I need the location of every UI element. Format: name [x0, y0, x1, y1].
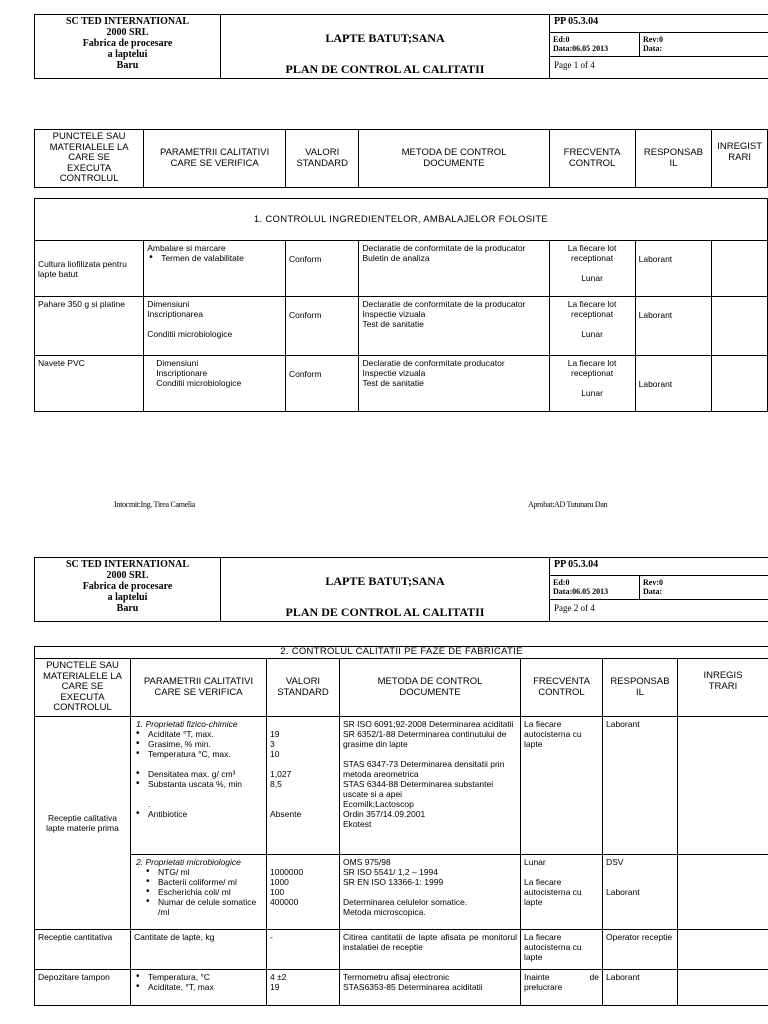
- method-cell: Declaratie de conformitate de la producator Buletin de analiza: [359, 241, 549, 297]
- col-punctele: PUNCTELE SAU MATERIALELE LA CARE SE EXECUTA CONTROLUL: [35, 130, 144, 188]
- revision-info: [640, 33, 768, 57]
- freq-cell: La fiecare lot receptionat Lunar: [549, 356, 635, 412]
- method-cell: Citirea cantitatii de lapte afisata pe monitorul instalatiei de receptie: [340, 930, 521, 970]
- prepared-by: Intocmit:Ing. Tirea Camelia: [114, 500, 195, 509]
- edition-info: [550, 33, 640, 57]
- item-cell: Cultura liofilizata pentru lapte batut: [35, 241, 144, 297]
- records-cell: [712, 356, 768, 412]
- freq-cell: La fiecare autocisterna cu lapte: [521, 930, 603, 970]
- revision-date: Data:: [643, 44, 663, 53]
- table-row: [35, 241, 768, 297]
- company-line: 2000 SRL: [106, 27, 149, 38]
- item-cell: Pahare 350 g si platine: [35, 297, 144, 356]
- params-cell: 1. Proprietati fizico-chimice • Aciditate °T, max. • Grasime, % min. • Temperatura °C, max. • Densitatea max. g/ cm³ • Substanta uscata %, min . • Antibiotice: [131, 717, 267, 855]
- item-cell: Depozitare tampon: [35, 970, 131, 1006]
- revision: Rev:0: [643, 578, 663, 587]
- page1-column-header: [34, 129, 768, 188]
- method-cell: OMS 975/98 SR ISO 5541/ 1,2 – 1994 SR EN ISO 13366-1: 1999 Determinarea celulelor somatice. Metoda microscopica.: [340, 855, 521, 930]
- doc-code: PP 05.3.04: [550, 558, 768, 576]
- revision: Rev:0: [643, 35, 663, 44]
- edition: Ed:0: [553, 578, 570, 587]
- col-valori: VALORI STANDARD: [285, 130, 359, 188]
- records-cell: [678, 970, 768, 1006]
- method-cell: Declaratie de conformitate producator Inspectie vizuala Test de sanitatie: [359, 356, 549, 412]
- records-cell: [678, 717, 768, 855]
- document-title: PLAN DE CONTROL AL CALITATII: [285, 605, 485, 619]
- values-cell: 1000000 1000 100 400000: [267, 855, 340, 930]
- doc-code: PP 05.3.04: [550, 15, 768, 33]
- edition-info: [550, 576, 640, 600]
- product-title: LAPTE BATUT;SANA: [325, 31, 445, 45]
- company-block: [35, 558, 221, 622]
- company-line: Baru: [116, 603, 139, 614]
- section1-title: 1. CONTROLUL INGREDIENTELOR, AMBALAJELOR FOLOSITE: [35, 199, 768, 241]
- edition-date: Data:06.05 2013: [553, 587, 609, 596]
- freq-cell: Lunar La fiecare autocisterna cu lapte: [521, 855, 603, 930]
- col-valori: VALORI STANDARD: [267, 659, 340, 717]
- col-parametrii: PARAMETRII CALITATIVI CARE SE VERIFICA: [131, 659, 267, 717]
- table-row: [35, 855, 768, 930]
- item-cell: Receptie cantitativa: [35, 930, 131, 970]
- approved-by: Aprobat:AD Tutunaru Dan: [528, 500, 608, 509]
- value-cell: -: [267, 930, 340, 970]
- params-cell: Ambalare si marcare • Termen de valabilitate: [144, 241, 286, 297]
- col-frecventa: FRECVENTA CONTROL: [521, 659, 603, 717]
- section1-table: [34, 198, 768, 412]
- col-inregistrari: INREGIS TRARI: [678, 659, 768, 717]
- edition: Ed:0: [553, 35, 570, 44]
- company-line: SC TED INTERNATIONAL: [66, 16, 189, 27]
- values-cell: 19 3 10 1,027 8,5 Absente: [267, 717, 340, 855]
- value-cell: Conform: [285, 241, 359, 297]
- freq-cell: Inainte de prelucrare: [521, 970, 603, 1006]
- company-line: SC TED INTERNATIONAL: [66, 559, 189, 570]
- section2-table: [34, 646, 768, 1006]
- resp-cell: Laborant: [635, 241, 712, 297]
- table-row: [35, 717, 768, 855]
- params-cell: 2. Proprietati microbiologice • NTG/ ml • Bacterii coliforme/ ml • Escherichia coli/ ml • Numar de celule somatice /ml: [131, 855, 267, 930]
- col-parametrii: PARAMETRII CALITATIVI CARE SE VERIFICA: [144, 130, 286, 188]
- resp-cell: Laborant: [603, 717, 678, 855]
- title-block: [221, 558, 550, 622]
- table-row: [35, 356, 768, 412]
- col-metoda: METODA DE CONTROL DOCUMENTE: [340, 659, 521, 717]
- item-cell: Receptie calitativa lapte materie prima: [35, 717, 131, 930]
- records-cell: [712, 297, 768, 356]
- section2-title: 2. CONTROLUL CALITATII PE FAZE DE FABRICATIE: [35, 647, 768, 659]
- value-cell: Conform: [285, 297, 359, 356]
- company-line: Baru: [116, 60, 139, 71]
- page1-header: [34, 14, 768, 79]
- table-row: [35, 930, 768, 970]
- resp-cell: Laborant: [635, 356, 712, 412]
- resp-cell: Laborant: [635, 297, 712, 356]
- col-metoda: METODA DE CONTROL DOCUMENTE: [359, 130, 549, 188]
- product-title: LAPTE BATUT;SANA: [325, 574, 445, 588]
- company-line: 2000 SRL: [106, 570, 149, 581]
- title-block: [221, 15, 550, 79]
- page-number: Page 2 of 4: [550, 600, 768, 622]
- method-cell: Termometru afisaj electronic STAS6353-85 Determinarea aciditatii: [340, 970, 521, 1006]
- revision-info: [640, 576, 768, 600]
- freq-cell: La fiecare autocisterna cu lapte: [521, 717, 603, 855]
- page-number: Page 1 of 4: [550, 57, 768, 79]
- method-cell: Declaratie de conformitate de la producator Inspectie vizuala Test de sanitatie: [359, 297, 549, 356]
- company-line: a laptelui: [107, 49, 148, 60]
- params-cell: Cantitate de lapte, kg: [131, 930, 267, 970]
- col-responsabil: RESPONSAB IL: [603, 659, 678, 717]
- params-cell: • Temperatura, °C • Aciditate, °T, max: [131, 970, 267, 1006]
- col-punctele: PUNCTELE SAU MATERIALELE LA CARE SE EXECUTA CONTROLUL: [35, 659, 131, 717]
- edition-date: Data:06.05 2013: [553, 44, 609, 53]
- company-block: [35, 15, 221, 79]
- records-cell: [678, 930, 768, 970]
- values-cell: 4 ±2 19: [267, 970, 340, 1006]
- col-responsabil: RESPONSAB IL: [635, 130, 712, 188]
- revision-date: Data:: [643, 587, 663, 596]
- col-frecventa: FRECVENTA CONTROL: [549, 130, 635, 188]
- method-cell: SR ISO 6091;92-2008 Determinarea aciditatii SR 6352/1-88 Determinarea continutului de grasime din lapte STAS 6347-73 Determinarea densitatii prin metoda areometrica STAS 6344-88 Determinarea substantei uscate si a apei Ecomilk;Lactoscop Ordin 357/14.09.2001 Ekotest: [340, 717, 521, 855]
- col-inregistrari: INREGIST RARI: [712, 130, 768, 188]
- freq-cell: La fiecare lot receptionat Lunar: [549, 297, 635, 356]
- item-cell: Navete PVC: [35, 356, 144, 412]
- params-cell: Dimensiuni Inscriptionarea Conditii microbiologice: [144, 297, 286, 356]
- records-cell: [712, 241, 768, 297]
- value-cell: Conform: [285, 356, 359, 412]
- resp-cell: Laborant: [603, 970, 678, 1006]
- records-cell: [678, 855, 768, 930]
- table-row: [35, 970, 768, 1006]
- company-line: a laptelui: [107, 592, 148, 603]
- document-title: PLAN DE CONTROL AL CALITATII: [285, 62, 485, 76]
- resp-cell: DSV Laborant: [603, 855, 678, 930]
- freq-cell: La fiecare lot receptionat Lunar: [549, 241, 635, 297]
- company-line: Fabrica de procesare: [82, 38, 173, 49]
- company-line: Fabrica de procesare: [82, 581, 173, 592]
- table-row: [35, 297, 768, 356]
- page2-header: [34, 557, 768, 622]
- params-cell: Dimensiuni Inscriptionare Conditii microbiologice: [144, 356, 286, 412]
- resp-cell: Operator receptie: [603, 930, 678, 970]
